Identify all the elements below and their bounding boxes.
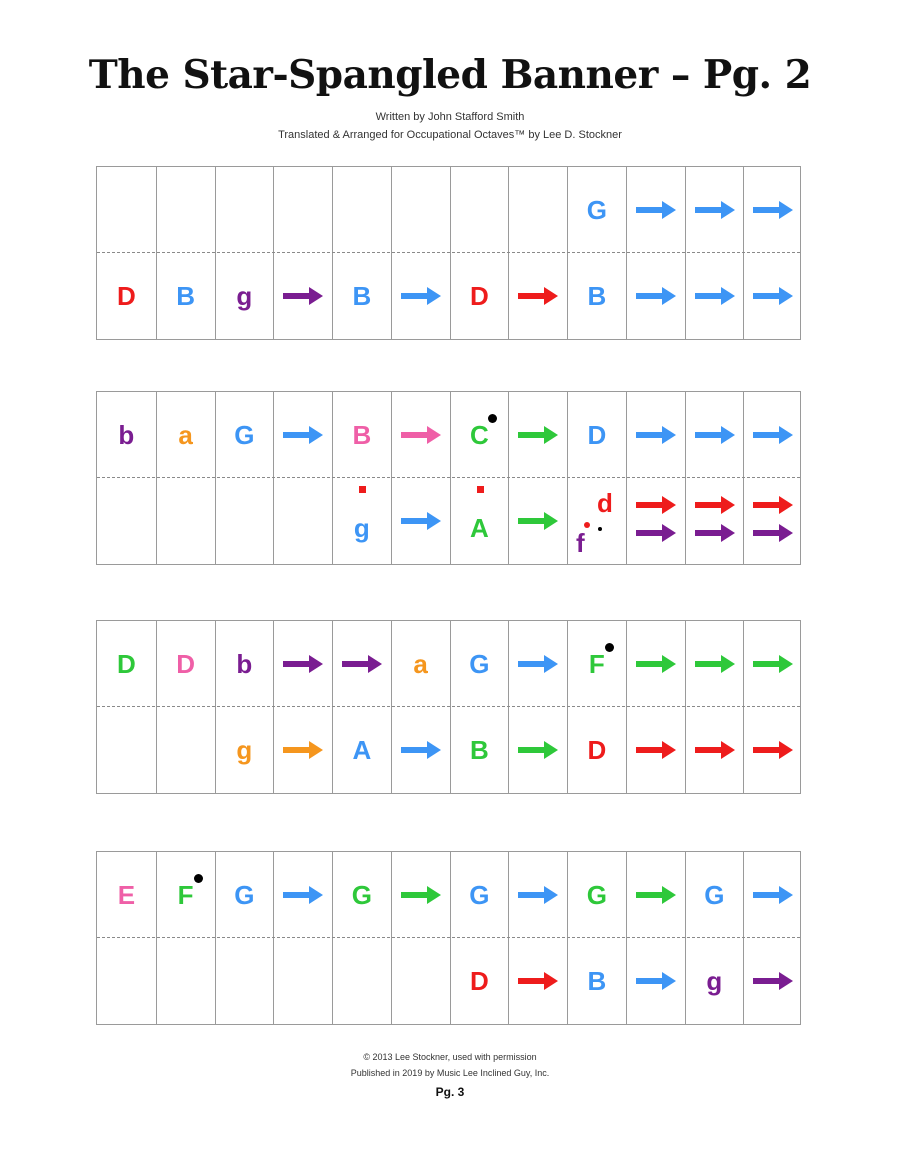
note-g: g <box>353 513 370 543</box>
purple-arrow-icon <box>283 654 323 674</box>
blue-arrow-icon <box>401 511 441 531</box>
beat-cell <box>97 707 156 793</box>
beat-cell <box>156 621 215 707</box>
beat-cell <box>215 852 274 938</box>
blue-arrow-icon <box>636 200 676 220</box>
note-D: D <box>116 649 136 679</box>
beat-cell <box>567 621 626 707</box>
page-title: The Star-Spangled Banner – Pg. 2 <box>88 52 812 98</box>
beat-cell <box>450 852 509 938</box>
beat-cell <box>450 167 509 253</box>
sharp-dot-icon <box>488 414 497 423</box>
beat-cell <box>273 478 332 564</box>
beat-cell <box>97 392 156 478</box>
green-arrow-icon <box>636 654 676 674</box>
note-D: D <box>176 649 196 679</box>
beat-cell <box>332 167 391 253</box>
beat-cell <box>156 167 215 253</box>
beat-cell <box>685 392 744 478</box>
note-D: D <box>116 281 136 311</box>
blue-arrow-icon <box>695 200 735 220</box>
note-G: G <box>586 880 607 910</box>
sharp-dot-icon <box>605 643 614 652</box>
note-G: G <box>234 420 255 450</box>
beat-cell <box>215 621 274 707</box>
beat-cell <box>567 392 626 478</box>
red-arrow-icon <box>636 495 676 515</box>
note-G: G <box>704 880 725 910</box>
blue-arrow-icon <box>753 425 793 445</box>
sharp-dot-icon <box>194 874 203 883</box>
beat-cell <box>450 621 509 707</box>
blue-arrow-icon <box>636 425 676 445</box>
blue-arrow-icon <box>283 425 323 445</box>
beat-cell <box>626 253 685 339</box>
beat-cell <box>215 707 274 793</box>
melody-row <box>97 852 800 938</box>
orange-arrow-icon <box>283 740 323 760</box>
blue-arrow-icon <box>518 654 558 674</box>
beat-cell <box>97 938 156 1024</box>
beat-cell <box>273 392 332 478</box>
beat-cell <box>391 478 450 564</box>
note-A: A <box>352 735 372 765</box>
beat-cell <box>332 253 391 339</box>
beat-cell <box>156 478 215 564</box>
red-arrow-icon <box>518 286 558 306</box>
pink-arrow-icon <box>401 425 441 445</box>
note-D: D <box>469 966 489 996</box>
beat-cell <box>450 478 509 564</box>
beat-cell <box>626 392 685 478</box>
note-A: A <box>469 513 489 543</box>
beat-cell <box>508 621 567 707</box>
beat-cell <box>743 253 802 339</box>
harmony-row <box>97 707 800 793</box>
beat-cell <box>508 938 567 1024</box>
purple-arrow-icon <box>753 971 793 991</box>
beat-cell <box>156 852 215 938</box>
beat-cell <box>97 621 156 707</box>
beat-cell <box>743 621 802 707</box>
beat-cell <box>508 478 567 564</box>
beat-cell <box>156 392 215 478</box>
green-arrow-icon <box>636 885 676 905</box>
red-arrow-icon <box>753 740 793 760</box>
copyright-line: © 2013 Lee Stockner, used with permission <box>363 1052 537 1062</box>
harmony-row <box>97 478 800 564</box>
beat-cell <box>332 707 391 793</box>
beat-cell <box>215 392 274 478</box>
note-B: B <box>176 281 196 311</box>
note-F: F <box>177 880 194 910</box>
beat-cell <box>626 938 685 1024</box>
beat-cell <box>567 938 626 1024</box>
note-a: a <box>413 649 428 679</box>
note-B: B <box>352 420 372 450</box>
beat-cell <box>156 253 215 339</box>
note-b: b <box>118 420 135 450</box>
beat-cell <box>97 253 156 339</box>
beat-cell <box>215 478 274 564</box>
note-a: a <box>178 420 193 450</box>
beat-cell <box>685 167 744 253</box>
beat-cell <box>97 167 156 253</box>
beat-cell <box>743 852 802 938</box>
beat-cell <box>391 167 450 253</box>
page-number: Pg. 3 <box>435 1085 465 1099</box>
green-arrow-icon <box>518 425 558 445</box>
note-f: f <box>576 528 585 558</box>
beat-cell <box>215 938 274 1024</box>
beat-cell <box>685 707 744 793</box>
beat-cell <box>743 707 802 793</box>
beat-cell <box>626 478 685 564</box>
beat-cell <box>391 621 450 707</box>
arrangement-credit: Translated & Arranged for Occupational Octaves™ by Lee D. Stockner <box>278 129 622 141</box>
blue-arrow-icon <box>636 286 676 306</box>
beat-cell <box>332 478 391 564</box>
beat-cell <box>685 621 744 707</box>
beat-cell <box>626 707 685 793</box>
beat-cell <box>567 852 626 938</box>
melody-row <box>97 167 800 253</box>
note-C: C <box>469 420 489 450</box>
beat-cell <box>508 167 567 253</box>
octave-dot-icon <box>584 522 590 528</box>
red-arrow-icon <box>636 740 676 760</box>
note-g: g <box>236 735 253 765</box>
beat-cell <box>685 478 744 564</box>
note-D: D <box>587 420 607 450</box>
beat-cell <box>450 392 509 478</box>
beat-cell <box>273 707 332 793</box>
beat-cell <box>743 938 802 1024</box>
note-B: B <box>469 735 489 765</box>
beat-cell <box>391 707 450 793</box>
harmony-row <box>97 938 800 1024</box>
note-G: G <box>586 195 607 225</box>
beat-cell <box>332 852 391 938</box>
octave-square-icon <box>359 486 366 493</box>
green-arrow-icon <box>695 654 735 674</box>
note-G: G <box>234 880 255 910</box>
blue-arrow-icon <box>401 740 441 760</box>
beat-cell <box>391 392 450 478</box>
beat-cell <box>685 852 744 938</box>
note-B: B <box>587 966 607 996</box>
beat-cell <box>508 253 567 339</box>
note-system-2 <box>96 391 801 565</box>
note-B: B <box>352 281 372 311</box>
beat-cell <box>626 621 685 707</box>
octave-square-icon <box>477 486 484 493</box>
sharp-dot-icon <box>598 527 602 531</box>
blue-arrow-icon <box>518 885 558 905</box>
beat-cell <box>450 707 509 793</box>
note-F: F <box>588 649 605 679</box>
beat-cell <box>567 707 626 793</box>
note-system-3 <box>96 620 801 794</box>
note-B: B <box>587 281 607 311</box>
red-arrow-icon <box>753 495 793 515</box>
beat-cell <box>97 852 156 938</box>
beat-cell <box>626 852 685 938</box>
publisher-line: Published in 2019 by Music Lee Inclined Guy, Inc. <box>350 1068 550 1078</box>
note-system-4 <box>96 851 801 1025</box>
melody-row <box>97 621 800 707</box>
red-arrow-icon <box>518 971 558 991</box>
green-arrow-icon <box>518 740 558 760</box>
beat-cell <box>391 253 450 339</box>
beat-cell <box>273 938 332 1024</box>
composer-credit: Written by John Stafford Smith <box>375 111 525 123</box>
note-b: b <box>236 649 253 679</box>
note-g: g <box>236 281 253 311</box>
beat-cell <box>508 707 567 793</box>
blue-arrow-icon <box>753 885 793 905</box>
beat-cell <box>273 621 332 707</box>
blue-arrow-icon <box>636 971 676 991</box>
beat-cell <box>685 938 744 1024</box>
red-arrow-icon <box>695 495 735 515</box>
beat-cell <box>685 253 744 339</box>
beat-cell <box>567 167 626 253</box>
beat-cell <box>626 167 685 253</box>
note-system-1 <box>96 166 801 340</box>
blue-arrow-icon <box>695 425 735 445</box>
beat-cell <box>215 167 274 253</box>
melody-row <box>97 392 800 478</box>
purple-arrow-icon <box>695 523 735 543</box>
beat-cell <box>332 392 391 478</box>
blue-arrow-icon <box>753 286 793 306</box>
blue-arrow-icon <box>401 286 441 306</box>
beat-cell <box>508 852 567 938</box>
note-D: D <box>587 735 607 765</box>
note-G: G <box>351 880 372 910</box>
blue-arrow-icon <box>753 200 793 220</box>
note-G: G <box>469 649 490 679</box>
note-E: E <box>117 880 136 910</box>
beat-cell <box>391 938 450 1024</box>
beat-cell <box>273 852 332 938</box>
note-D: D <box>469 281 489 311</box>
purple-arrow-icon <box>753 523 793 543</box>
beat-cell <box>332 938 391 1024</box>
blue-arrow-icon <box>283 885 323 905</box>
red-arrow-icon <box>695 740 735 760</box>
beat-cell <box>508 392 567 478</box>
beat-cell <box>450 938 509 1024</box>
green-arrow-icon <box>753 654 793 674</box>
beat-cell <box>450 253 509 339</box>
beat-cell <box>567 478 626 564</box>
purple-arrow-icon <box>342 654 382 674</box>
beat-cell <box>743 167 802 253</box>
green-arrow-icon <box>518 511 558 531</box>
beat-cell <box>743 392 802 478</box>
beat-cell <box>215 253 274 339</box>
green-arrow-icon <box>401 885 441 905</box>
beat-cell <box>743 478 802 564</box>
note-g: g <box>706 966 723 996</box>
beat-cell <box>156 938 215 1024</box>
blue-arrow-icon <box>695 286 735 306</box>
beat-cell <box>97 478 156 564</box>
note-d: d <box>597 488 613 518</box>
note-G: G <box>469 880 490 910</box>
purple-arrow-icon <box>283 286 323 306</box>
beat-cell <box>273 253 332 339</box>
beat-cell <box>391 852 450 938</box>
purple-arrow-icon <box>636 523 676 543</box>
beat-cell <box>273 167 332 253</box>
beat-cell <box>332 621 391 707</box>
harmony-row <box>97 253 800 339</box>
beat-cell <box>156 707 215 793</box>
beat-cell <box>567 253 626 339</box>
